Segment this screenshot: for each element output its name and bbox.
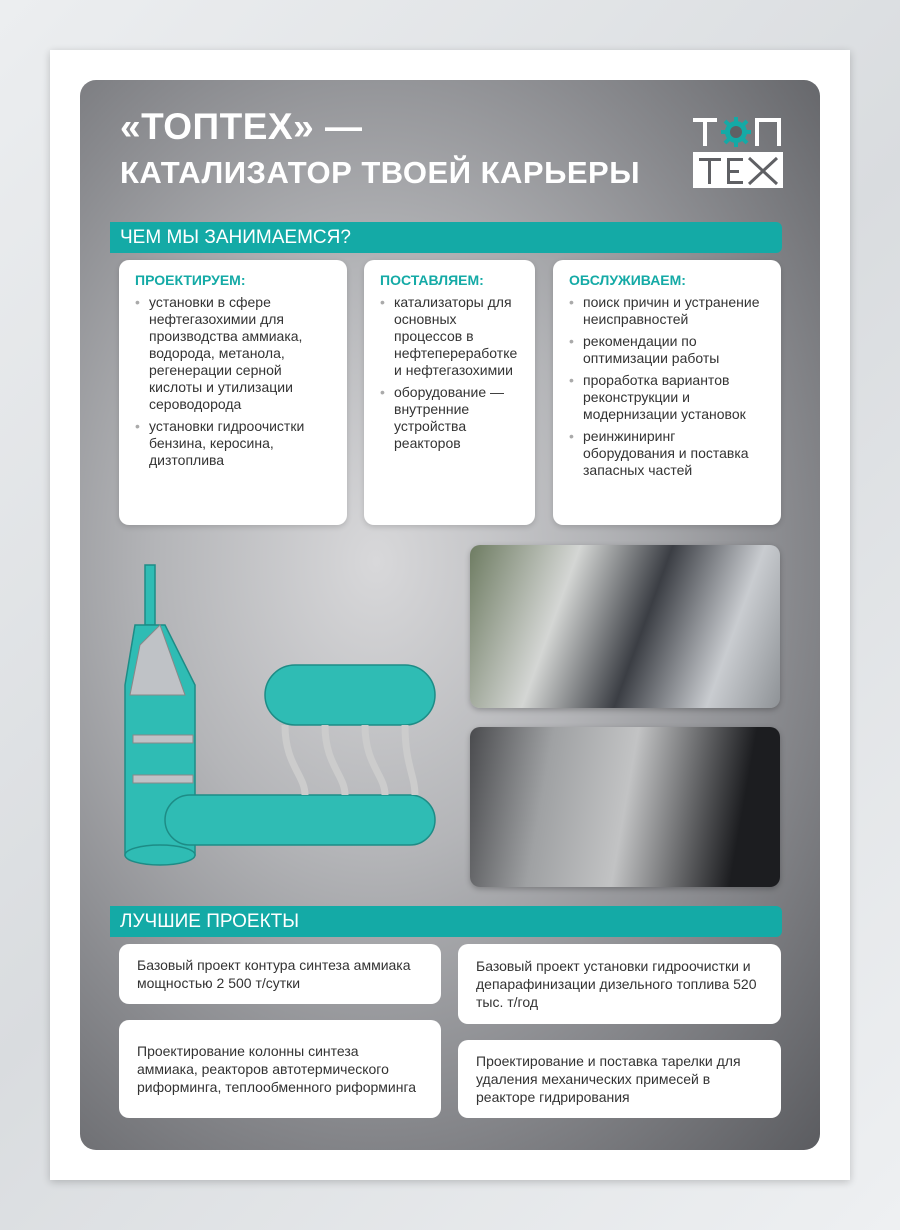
photo-handshake xyxy=(470,727,780,887)
list-item: • поиск причин и устранение неисправностей xyxy=(569,294,769,328)
title-line-1: «ТОПТЕХ» — xyxy=(120,106,363,147)
card-heading: ОБСЛУЖИВАЕМ: xyxy=(569,272,686,288)
photo-engineers-at-computer xyxy=(470,545,780,708)
section-best-projects-header: ЛУЧШИЕ ПРОЕКТЫ xyxy=(110,906,782,937)
project-card: Базовый проект установки гидроочистки и депарафинизации дизельного топлива 520 тыс. т/год xyxy=(458,944,781,1024)
toptex-logo xyxy=(693,114,783,190)
title-line-2: КАТАЛИЗАТОР ТВОЕЙ КАРЬЕРЫ xyxy=(120,155,641,190)
project-card: Базовый проект контура синтеза аммиака мощностью 2 500 т/сутки xyxy=(119,944,441,1004)
list-item: • оборудование — внутренние устройства реакторов xyxy=(380,384,523,452)
list-item: • установки в сфере нефтегазохимии для производства аммиака, водорода, метанола, регенерации серной кислоты и утилизации сероводорода xyxy=(135,294,335,413)
card-heading: ПРОЕКТИРУЕМ: xyxy=(135,272,246,288)
project-card: Проектирование колонны синтеза аммиака, реакторов автотермического риформинга, теплообменного риформинга xyxy=(119,1020,441,1118)
poster-panel xyxy=(80,80,820,1150)
card-service xyxy=(553,260,781,525)
section-what-we-do-header: ЧЕМ МЫ ЗАНИМАЕМСЯ? xyxy=(110,222,782,253)
list-item: • проработка вариантов реконструкции и модернизации установок xyxy=(569,372,769,423)
list-item: • установки гидроочистки бензина, керосина, дизтоплива xyxy=(135,418,335,469)
project-card: Проектирование и поставка тарелки для удаления механических примесей в реакторе гидрирования xyxy=(458,1040,781,1118)
card-supply xyxy=(364,260,535,525)
card-heading: ПОСТАВЛЯЕМ: xyxy=(380,272,484,288)
list-item: • рекомендации по оптимизации работы xyxy=(569,333,769,367)
reactor-illustration xyxy=(115,555,445,895)
list-item: • катализаторы для основных процессов в нефтепереработке и нефтегазохимии xyxy=(380,294,523,379)
list-item: • реинжиниринг оборудования и поставка запасных частей xyxy=(569,428,769,479)
poster-title xyxy=(120,104,640,196)
card-design xyxy=(119,260,347,525)
